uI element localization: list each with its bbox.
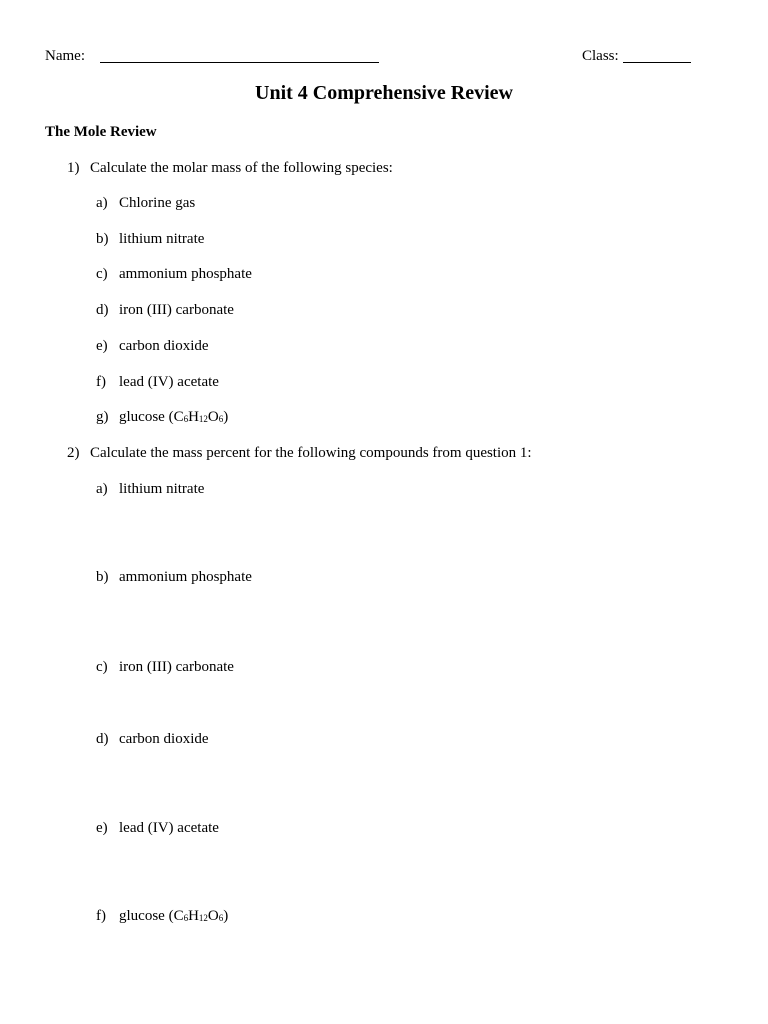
- element-symbol: H: [188, 409, 199, 425]
- item-letter: c): [96, 659, 108, 675]
- name-label: Name:: [45, 48, 85, 64]
- formula-prefix: glucose (C: [119, 908, 184, 924]
- element-symbol: H: [188, 908, 199, 924]
- name-blank-line: [100, 62, 379, 63]
- item-letter: a): [96, 195, 108, 211]
- item-letter: b): [96, 569, 109, 585]
- item-text: ammonium phosphate: [119, 266, 252, 282]
- element-symbol: O: [207, 409, 219, 425]
- item-text: iron (III) carbonate: [119, 659, 234, 675]
- class-label: Class:: [582, 48, 619, 64]
- subscript: 12: [198, 913, 208, 923]
- page-title: Unit 4 Comprehensive Review: [255, 82, 513, 104]
- item-letter: d): [96, 302, 109, 318]
- item-letter: e): [96, 338, 108, 354]
- item-text: lead (IV) acetate: [119, 820, 219, 836]
- question-number: 2): [67, 445, 80, 461]
- section-title: The Mole Review: [45, 124, 157, 140]
- item-text: carbon dioxide: [119, 338, 209, 354]
- formula-prefix: glucose (C: [119, 409, 184, 425]
- item-letter: a): [96, 481, 108, 497]
- item-letter: e): [96, 820, 108, 836]
- formula-suffix: ): [223, 908, 229, 924]
- subscript: 6: [183, 913, 189, 923]
- item-letter: d): [96, 731, 109, 747]
- item-text: ammonium phosphate: [119, 569, 252, 585]
- item-text: lead (IV) acetate: [119, 374, 219, 390]
- item-letter: g): [96, 409, 109, 425]
- subscript: 6: [183, 414, 189, 424]
- item-text: lithium nitrate: [119, 481, 205, 497]
- item-text-formula: [119, 408, 228, 426]
- item-letter: c): [96, 266, 108, 282]
- item-text: carbon dioxide: [119, 731, 209, 747]
- question-text: Calculate the mass percent for the following compounds from question 1:: [90, 445, 532, 461]
- item-text: Chlorine gas: [119, 195, 196, 211]
- item-text: iron (III) carbonate: [119, 302, 234, 318]
- class-blank-line: [623, 62, 691, 63]
- item-text: lithium nitrate: [119, 231, 205, 247]
- formula-suffix: ): [223, 409, 229, 425]
- subscript: 6: [218, 913, 224, 923]
- item-letter: b): [96, 231, 109, 247]
- item-letter: f): [96, 374, 106, 390]
- question-text: Calculate the molar mass of the following species:: [90, 160, 393, 176]
- item-letter: f): [96, 908, 106, 924]
- subscript: 6: [218, 414, 224, 424]
- subscript: 12: [198, 414, 208, 424]
- question-number: 1): [67, 160, 80, 176]
- item-text-formula: [119, 907, 228, 925]
- element-symbol: O: [207, 908, 219, 924]
